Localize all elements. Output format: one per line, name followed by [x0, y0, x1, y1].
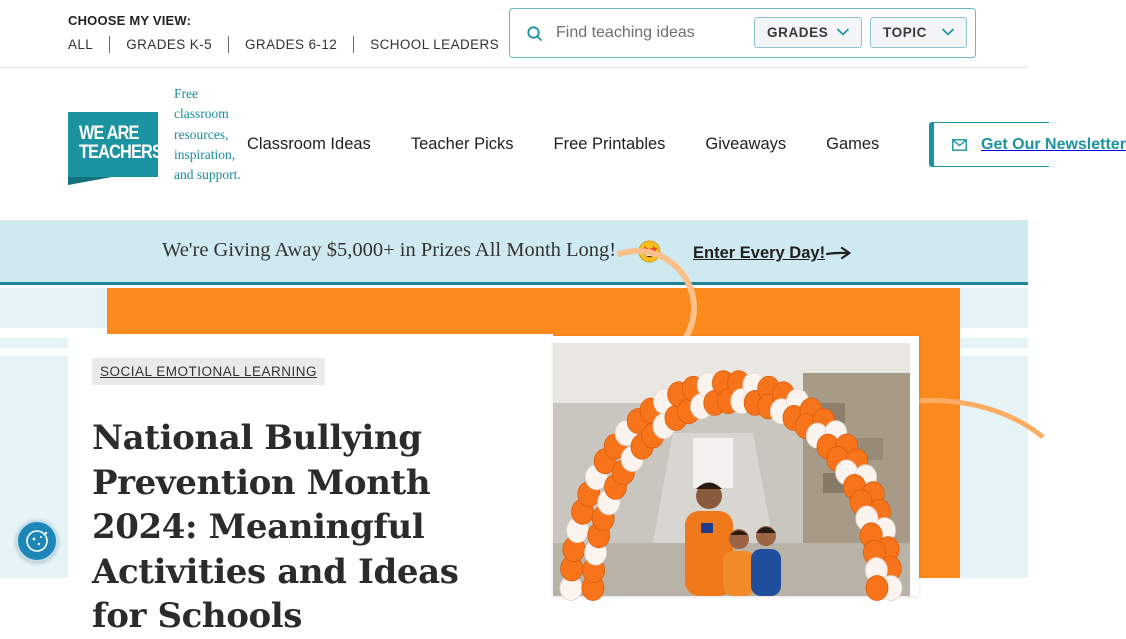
chevron-down-icon	[836, 27, 850, 37]
view-all-link[interactable]: ALL	[68, 37, 94, 52]
mail-icon	[952, 139, 967, 151]
article-title[interactable]: National Bullying Prevention Month 2024: Meaningful Activities and Ideas for Schools	[92, 418, 459, 636]
view-school-leaders-link[interactable]: SCHOOL LEADERS	[353, 36, 515, 53]
featured-article-card[interactable]	[68, 334, 553, 636]
chevron-down-icon	[941, 27, 955, 37]
main-header	[0, 68, 1126, 221]
enter-every-day-link[interactable]: Enter Every Day!	[693, 244, 826, 262]
view-chooser-label: CHOOSE MY VIEW:	[68, 13, 192, 28]
nav-classroom-ideas[interactable]: Classroom Ideas	[247, 135, 371, 153]
balloon	[866, 576, 888, 601]
arrow-right-icon[interactable]	[826, 246, 852, 260]
cookie-icon	[18, 522, 56, 560]
banner-text: We're Giving Away $5,000+ in Prizes All Month Long!	[162, 239, 617, 261]
grades-dropdown[interactable]	[754, 17, 862, 48]
search-input[interactable]	[556, 20, 752, 46]
primary-nav	[247, 68, 919, 221]
category-badge[interactable]: SOCIAL EMOTIONAL LEARNING	[92, 358, 325, 385]
view-grades-k5-link[interactable]: GRADES K-5	[109, 36, 228, 53]
grades-dropdown-label: GRADES	[767, 25, 829, 40]
nav-free-printables[interactable]: Free Printables	[553, 135, 666, 153]
nav-teacher-picks[interactable]: Teacher Picks	[410, 135, 514, 153]
view-chooser	[68, 36, 515, 53]
logo-text-line1: WE ARE	[79, 123, 139, 144]
view-grades-6-12-link[interactable]: GRADES 6-12	[228, 36, 353, 53]
topic-dropdown-label: TOPIC	[883, 25, 928, 40]
site-logo[interactable]	[68, 112, 163, 177]
newsletter-button[interactable]	[929, 122, 1126, 167]
nav-giveaways[interactable]: Giveaways	[705, 135, 787, 153]
giveaway-banner	[0, 221, 1028, 285]
featured-article-hero	[0, 288, 1028, 636]
cookie-settings-button[interactable]	[16, 520, 58, 562]
featured-image[interactable]	[553, 343, 910, 596]
nav-games[interactable]: Games	[826, 135, 880, 153]
logo-tail-shape	[68, 177, 112, 185]
featured-image-frame[interactable]	[553, 336, 919, 596]
newsletter-button-label: Get Our Newsletter	[981, 135, 1126, 153]
site-tagline: Free classroom resources, inspiration, and support.	[174, 86, 241, 183]
topic-dropdown[interactable]	[870, 17, 967, 48]
logo-text-line2: TEACHERS	[79, 142, 163, 163]
search-icon[interactable]	[526, 25, 544, 43]
search-box	[509, 8, 976, 58]
top-utility-bar	[0, 0, 1028, 68]
